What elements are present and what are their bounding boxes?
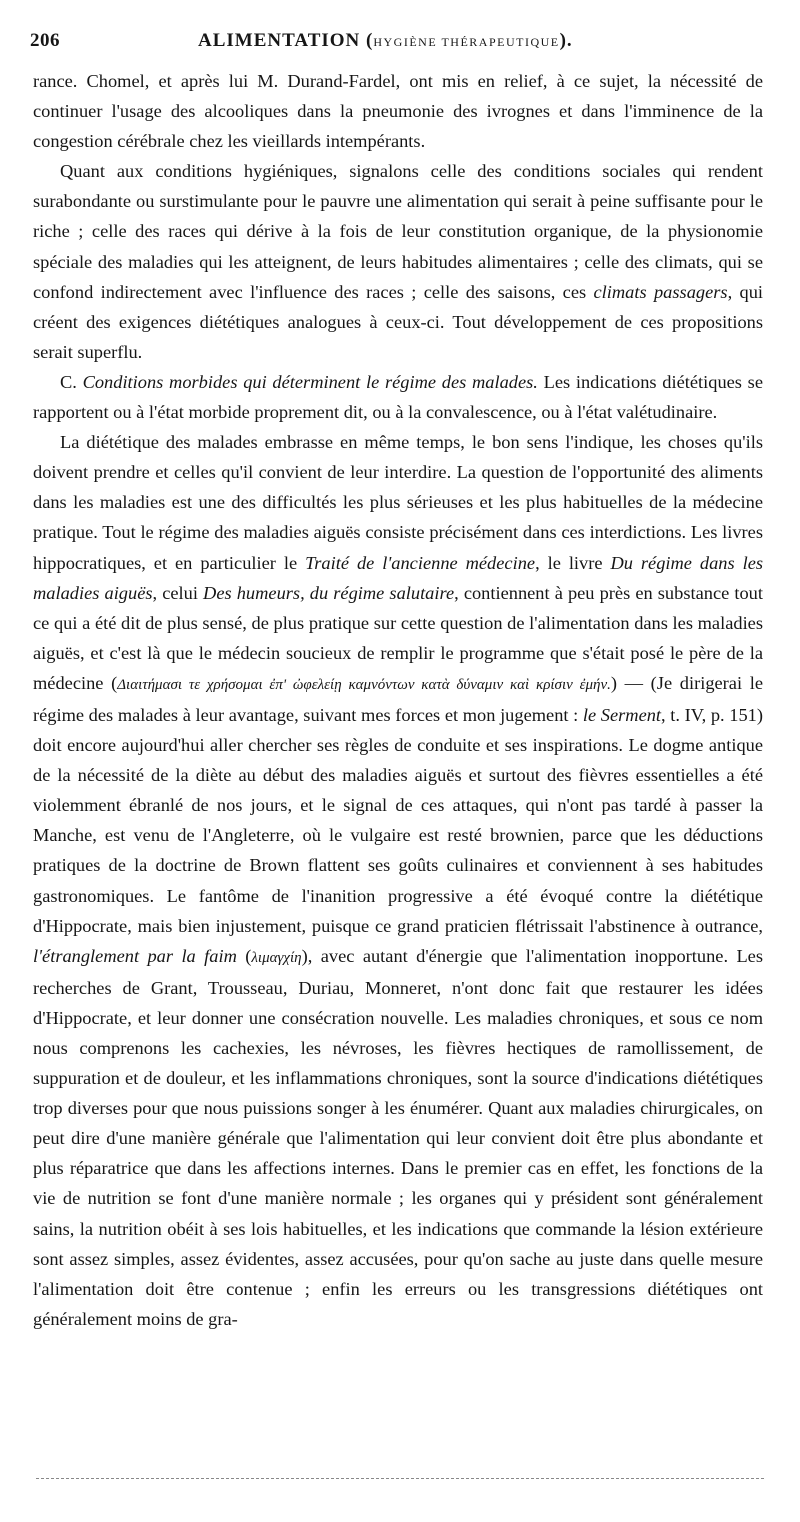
text-run: , le livre [535, 552, 611, 573]
paragraph [33, 427, 763, 1334]
paragraph [33, 156, 763, 367]
text-run: , t. IV, p. 151) doit encore aujourd'hui aller chercher ses règles de conduite et ses inspirations. Le dogme antique de la nécessité de la diète au début des maladies aiguës et surtout des fièvres essentielles a été violemment ébranlé de nos jours, et le signal de ces attaques, qui n'ont pas tardé à passer la Manche, est venu de l'Angleterre, où le vulgaire est resté brownien, parce que les déductions pratiques de la doctrine de Brown flattent ses goûts culinaires et conviennent à ses habitudes gastronomiques. Le fantôme de l'inanition progressive a été évoqué contre la diététique d'Hippocrate, mais bien injustement, puisque ce grand praticien flétrissait l'abstinence à outrance, [33, 704, 763, 936]
italic-text: Conditions morbides qui déterminent le régime des malades. [82, 371, 538, 392]
italic-text: climats passagers [593, 281, 728, 302]
text-run: , celui [152, 582, 204, 603]
page-number: 206 [30, 30, 60, 51]
running-title-subtitle: HYGIÈNE THÉRAPEUTIQUE [373, 35, 560, 49]
italic-text: Traité de l'ancienne médecine [305, 552, 536, 573]
text-run: ), avec autant d'énergie que l'alimentation inopportune. Les recherches de Grant, Trousseau, Duriau, Monneret, n'ont donc fait que restaurer les idées d'Hippocrate, et leur donner une consécration nouvelle. Les maladies chroniques, et sous ce nom nous comprenons les cachexies, les névroses, les fièvres hectiques de ramollissement, de suppuration et de douleur, et les inflammations chroniques, sont la source d'indications diététiques trop diverses pour que nous puissions songer à les énumérer. Quant aux maladies chirurgicales, on peut dire d'une manière générale que l'alimentation qui leur convient doit être plus abondante et plus réparatrice que dans les affections internes. Dans le premier cas en effet, les fonctions de la vie de nutrition se font d'une manière normale ; les organes qui y président sont généralement sains, la nutrition obéit à ses lois habituelles, et les indications que commande la lésion extérieure sont assez simples, assez évidentes, assez accusées, pour qu'on sache au juste dans quelle mesure l'alimentation doit être contenue ; enfin les erreurs ou les transgressions diététiques ont généralement moins de gra- [33, 945, 764, 1329]
italic-text: l'étranglement par la faim [33, 945, 237, 966]
italic-text: Des humeurs, du régime salutaire [203, 582, 455, 603]
greek-text: λιμαγχίη [251, 949, 302, 966]
text-run: rance. Chomel, et après lui M. Durand-Fardel, ont mis en relief, à ce sujet, la nécessité de continuer l'usage des alcooliques dans la pneumonie des ivrognes et dans l'imminence de la congestion cérébrale chez les vieillards intempérants. [33, 71, 763, 152]
paragraph [33, 367, 763, 427]
text-run: , qui créent des exigences diététiques analogues à ceux-ci. Tout développement de ces propositions serait superflu. [33, 281, 764, 362]
text-run: C. [60, 371, 83, 392]
text-run: La diététique des malades embrasse en même temps, le bon sens l'indique, les choses qu'ils doivent prendre et celles qu'il convient de leur interdire. La question de l'opportunité des aliments dans les maladies est une des difficultés les plus sérieuses et les plus habituelles de la médecine pratique. Tout le régime des maladies aiguës consiste précisément dans ces interdictions. Les livres hippocratiques, et en particulier le [33, 432, 763, 573]
italic-text: Du régime dans les maladies aiguës [33, 552, 764, 603]
running-header [30, 30, 768, 60]
text-run: Les indications diététiques se rapportent ou à l'état morbide proprement dit, ou à la convalescence, ou à l'état valétudinaire. [33, 371, 763, 423]
text-run: ) — (Je dirigerai le régime des malades à leur avantage, suivant mes forces et mon jugement : [33, 672, 763, 725]
greek-text: Διαιτήμασι τε χρήσομαι ἐπ' ὠφελείῃ καμνόντων κατὰ δύναμιν καὶ κρίσιν ἐμήν. [117, 676, 611, 693]
footer-dotted-rule [36, 1478, 764, 1479]
text-run: , contiennent à peu près en substance tout ce qui a été dit de plus sensé, de plus pratique sur cette question de l'alimentation dans les maladies aiguës, et c'est là que le médecin soucieux de remplir le programme que s'était posé le père de la médecine ( [33, 582, 763, 693]
running-title [198, 30, 573, 52]
running-title-close: ). [559, 30, 573, 51]
paragraph [33, 66, 763, 156]
body-text [33, 66, 763, 1334]
italic-text: le Serment [582, 704, 662, 725]
text-run: Quant aux conditions hygiéniques, signalons celle des conditions sociales qui rendent surabondante ou surstimulante pour le pauvre une alimentation qui serait à peine suffisante pour le riche ; celle des races qui dérive à la fois de leur constitution organique, de la physionomie spéciale des maladies qui les atteignent, de leurs habitudes alimentaires ; celle des climats, qui se confond indirectement avec l'influence des races ; celle des saisons, ces [33, 161, 763, 302]
running-title-main: ALIMENTATION ( [198, 30, 374, 51]
text-run: ( [236, 945, 252, 966]
